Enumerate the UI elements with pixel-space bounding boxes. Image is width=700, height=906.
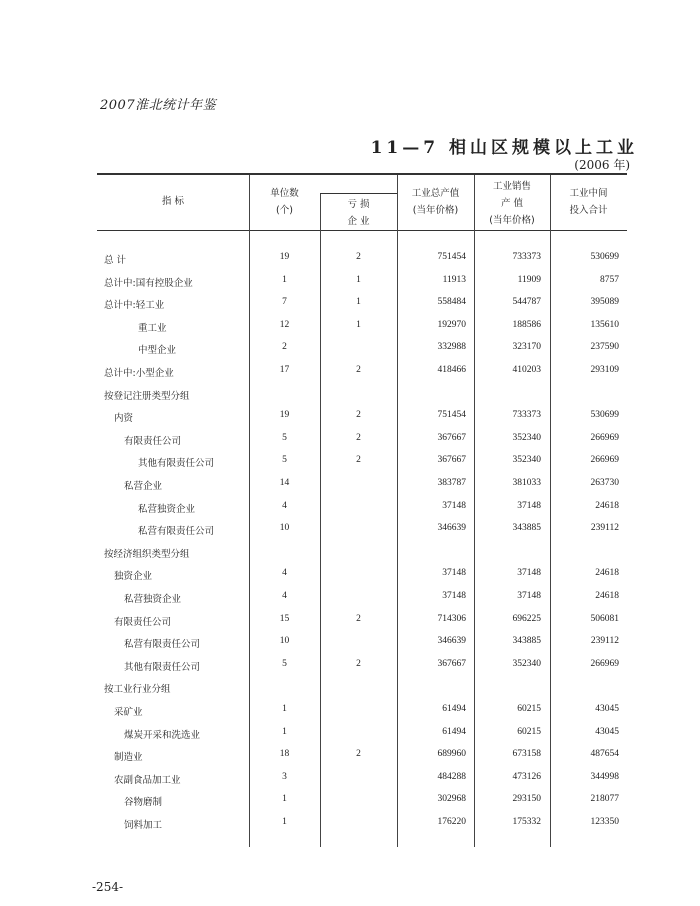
cell-input: 237590 — [590, 342, 619, 353]
row-label: 饲料加工 — [124, 820, 163, 831]
cell-sales: 343885 — [512, 636, 541, 647]
cell-units: 14 — [279, 478, 290, 488]
header-sales — [474, 178, 550, 229]
cell-output: 689960 — [437, 749, 466, 760]
cell-output: 11913 — [442, 274, 466, 285]
row-label: 重工业 — [138, 322, 167, 334]
header-bottom-rule — [97, 230, 627, 231]
cell-sales: 733373 — [512, 252, 541, 262]
cell-output: 484288 — [437, 771, 466, 782]
cell-units: 5 — [282, 455, 287, 466]
header-sales-note: (当年价格) — [489, 215, 535, 226]
cell-units: 7 — [282, 297, 287, 308]
header-units-unit: (个) — [276, 205, 293, 216]
cell-units: 1 — [282, 794, 287, 805]
cell-input: 123350 — [590, 817, 619, 827]
cell-input: 344998 — [590, 771, 619, 782]
cell-sales: 343885 — [512, 523, 541, 534]
cell-loss: 2 — [356, 410, 361, 421]
cell-sales: 544787 — [512, 297, 541, 308]
row-label: 有限责任公司 — [114, 616, 172, 628]
header-input — [550, 185, 627, 219]
cell-input: 218077 — [590, 794, 619, 805]
cell-sales: 11909 — [517, 274, 541, 285]
cell-loss: 2 — [356, 613, 361, 624]
cell-units: 15 — [279, 613, 290, 624]
header-output — [397, 185, 474, 219]
row-label: 私营独资企业 — [138, 503, 196, 515]
cell-units: 1 — [282, 726, 287, 737]
cell-loss: 2 — [356, 365, 361, 375]
cell-sales: 37148 — [517, 500, 541, 511]
cell-input: 487654 — [590, 749, 619, 760]
cell-units: 4 — [282, 568, 287, 579]
cell-loss: 1 — [356, 319, 361, 330]
cell-input: 43045 — [595, 726, 619, 737]
cell-input: 24618 — [595, 568, 619, 579]
cell-output: 176220 — [437, 817, 466, 827]
cell-output: 37148 — [442, 591, 466, 601]
header-input-label: 工业中间 — [569, 188, 608, 199]
cell-output: 383787 — [437, 478, 466, 488]
cell-input: 293109 — [590, 365, 619, 375]
cell-output: 751454 — [437, 410, 466, 421]
row-label: 中型企业 — [138, 345, 177, 357]
cell-sales: 175332 — [512, 817, 541, 827]
header-units-label: 单位数 — [270, 188, 299, 199]
row-label: 其他有限责任公司 — [138, 458, 215, 470]
cell-sales: 473126 — [512, 771, 541, 782]
cell-units: 4 — [282, 591, 287, 601]
header-loss — [320, 196, 397, 230]
cell-input: 239112 — [590, 523, 619, 534]
row-label: 谷物磨制 — [124, 797, 163, 809]
cell-units: 18 — [279, 749, 290, 760]
cell-sales: 60215 — [517, 704, 541, 714]
header-output-label: 工业总产值 — [411, 188, 460, 199]
header-sales-label2: 产 值 — [500, 198, 524, 209]
row-label: 制造业 — [114, 752, 143, 764]
cell-units: 1 — [282, 704, 287, 714]
cell-units: 1 — [282, 817, 287, 827]
cell-sales: 673158 — [512, 749, 541, 760]
cell-units: 5 — [282, 658, 287, 669]
cell-output: 367667 — [437, 432, 466, 443]
cell-loss: 2 — [356, 432, 361, 443]
cell-output: 192970 — [437, 319, 466, 330]
cell-output: 346639 — [437, 636, 466, 647]
cell-units: 1 — [282, 274, 287, 285]
cell-output: 332988 — [437, 342, 466, 353]
row-label: 私营有限责任公司 — [138, 526, 215, 538]
cell-input: 263730 — [590, 478, 619, 488]
cell-sales: 410203 — [512, 365, 541, 375]
row-label: 其他有限责任公司 — [124, 661, 201, 673]
cell-input: 8757 — [600, 274, 619, 285]
cell-sales: 188586 — [512, 319, 541, 330]
cell-sales: 352340 — [512, 658, 541, 669]
row-label: 私营企业 — [124, 481, 163, 492]
cell-units: 17 — [279, 365, 290, 375]
cell-output: 346639 — [437, 523, 466, 534]
cell-input: 24618 — [595, 591, 619, 601]
header-units — [249, 185, 320, 219]
cell-output: 37148 — [442, 568, 466, 579]
cell-loss: 2 — [356, 749, 361, 760]
row-label: 有限责任公司 — [124, 435, 182, 447]
cell-units: 10 — [279, 636, 290, 647]
cell-units: 10 — [279, 523, 290, 534]
row-label: 总计中:国有控股企业 — [104, 277, 193, 289]
cell-sales: 37148 — [517, 591, 541, 601]
cell-sales: 37148 — [517, 568, 541, 579]
row-label: 农副食品加工业 — [114, 774, 181, 786]
cell-units: 12 — [279, 319, 290, 330]
cell-output: 61494 — [442, 704, 466, 714]
cell-loss: 2 — [356, 455, 361, 466]
cell-sales: 60215 — [517, 726, 541, 737]
row-label: 私营有限责任公司 — [124, 639, 201, 651]
row-label: 煤炭开采和洗选业 — [124, 729, 201, 741]
cell-units: 2 — [282, 342, 287, 353]
header-sales-label: 工业销售 — [492, 181, 531, 192]
cell-output: 302968 — [437, 794, 466, 805]
cell-sales: 733373 — [512, 410, 541, 421]
row-label: 总计中:轻工业 — [104, 300, 165, 312]
year-note: (2006 年) — [574, 158, 630, 172]
cell-output: 751454 — [437, 252, 466, 262]
header-loss-label2: 企 业 — [347, 216, 370, 227]
header-loss-label: 亏 损 — [347, 199, 370, 210]
cell-sales: 696225 — [512, 613, 541, 624]
cell-input: 24618 — [595, 500, 619, 511]
row-label: 总 计 — [104, 255, 127, 266]
row-label: 按经济组织类型分组 — [104, 548, 190, 560]
cell-input: 506081 — [590, 613, 619, 624]
cell-input: 530699 — [590, 410, 619, 421]
cell-input: 530699 — [590, 252, 619, 262]
row-label: 私营独资企业 — [124, 594, 182, 605]
yearbook-header: 2007淮北统计年鉴 — [100, 98, 217, 113]
cell-units: 19 — [279, 252, 290, 262]
row-label: 总计中:小型企业 — [104, 368, 174, 379]
cell-loss: 2 — [356, 658, 361, 669]
cell-input: 266969 — [590, 432, 619, 443]
cell-output: 37148 — [442, 500, 466, 511]
header-output-note: (当年价格) — [412, 205, 459, 216]
cell-sales: 352340 — [512, 455, 541, 466]
cell-output: 61494 — [442, 726, 466, 737]
cell-units: 5 — [282, 432, 287, 443]
cell-input: 135610 — [590, 319, 619, 330]
row-label: 采矿业 — [114, 707, 143, 718]
cell-input: 239112 — [590, 636, 619, 647]
cell-units: 4 — [282, 500, 287, 511]
table-title: 11—7 相山区规模以上工业 — [370, 138, 638, 158]
table-top-rule — [97, 173, 627, 175]
cell-output: 558484 — [437, 297, 466, 308]
cell-units: 19 — [279, 410, 290, 421]
header-indicator: 指 标 — [161, 196, 185, 207]
cell-sales: 323170 — [512, 342, 541, 353]
cell-units: 3 — [282, 771, 287, 782]
cell-loss: 1 — [356, 297, 361, 308]
cell-sales: 381033 — [512, 478, 541, 488]
header-input-label2: 投入合计 — [569, 205, 608, 216]
row-label: 内资 — [114, 413, 134, 425]
cell-sales: 293150 — [512, 794, 541, 805]
cell-sales: 352340 — [512, 432, 541, 443]
cell-output: 367667 — [437, 455, 466, 466]
row-label: 独资企业 — [114, 571, 153, 583]
row-label: 按登记注册类型分组 — [104, 390, 190, 402]
cell-input: 266969 — [590, 455, 619, 466]
page-number: -254- — [92, 880, 124, 894]
row-label: 按工业行业分组 — [104, 684, 171, 696]
cell-output: 418466 — [437, 365, 466, 375]
cell-output: 367667 — [437, 658, 466, 669]
cell-input: 266969 — [590, 658, 619, 669]
cell-input: 43045 — [595, 704, 619, 714]
cell-loss: 1 — [356, 274, 361, 285]
cell-output: 714306 — [437, 613, 466, 624]
cell-input: 395089 — [590, 297, 619, 308]
cell-loss: 2 — [356, 252, 361, 262]
loss-subheader-rule — [320, 193, 397, 194]
